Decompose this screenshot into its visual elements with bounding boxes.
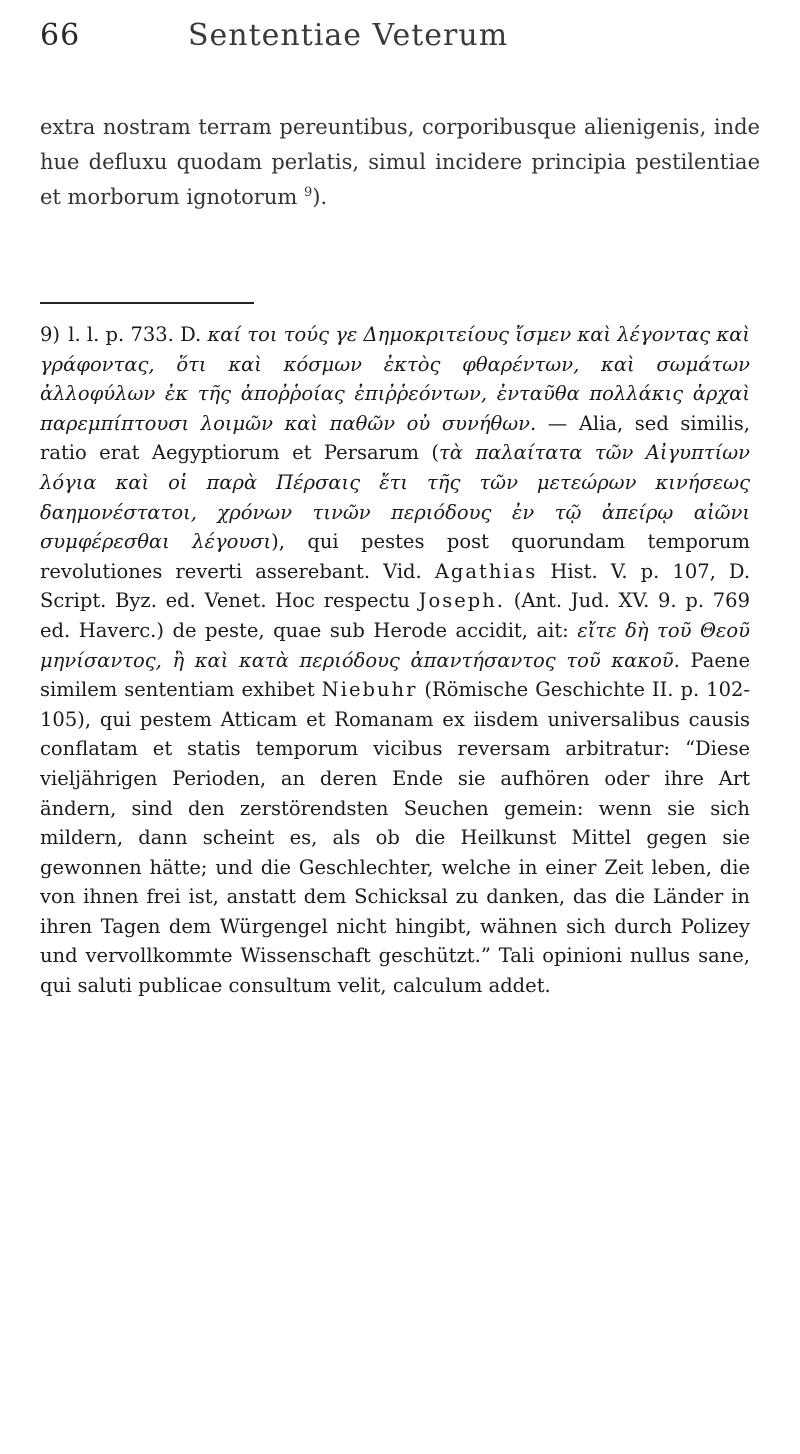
author-joseph: Joseph. — [418, 589, 505, 613]
german-quote: “Diese vieljährigen Perioden, an deren Ende sie aufhören oder ihre Art ändern, sind den zerstörendsten Seuchen gemein: wenn sie sich mildern, dann scheint es, als ob die Heilkunst Mittel gegen sie gewonnen hätte; und die Geschlechter, welche in einer Zeit leben, die von ihnen frei ist, anstatt dem Schicksal zu danken, das die Länder in ihren Tagen dem Würgengel nicht hingibt, wähnen sich durch Polizey und vervollkommte Wissenschaft geschützt.” — [40, 737, 750, 968]
greek-quote-aegyptians: τὰ παλαίτατα τῶν Αἰγυπτίων λόγια καὶ οἱ παρὰ Πέρσαις ἔτι τῆς τῶν μετεώρων κινήσεως δαημονέστατοι, χρόνων τινῶν περιόδους ἐν τῷ ἀπείρῳ αἰῶνι συμφέρεσθαι λέγουσι — [40, 441, 750, 554]
footnote-text-5: Paene similem sententiam exhibet — [40, 648, 750, 702]
page-number: 66 — [40, 18, 81, 53]
main-paragraph-end: ). — [312, 185, 328, 209]
footnote-divider — [40, 302, 254, 304]
footnote-text-6: (Römische Geschichte II. p. 102-105), qui pestem Atticam et Romanam ex iisdem universalibus causis conflatam et statis temporum vicibus reversam arbitratur: — [40, 678, 750, 761]
footnote-text-7: Tali opinioni nullus sane, qui saluti publicae consultum velit, calculum addet. — [40, 944, 750, 998]
main-paragraph-text: extra nostram terram pereuntibus, corporibusque alienigenis, inde hue defluxu quodam perlatis, simul incidere principia pestilentiae et morborum ignotorum — [40, 115, 760, 209]
greek-quote-joseph: εἴτε δὴ τοῦ Θεοῦ μηνίσαντος, ἢ καὶ κατὰ περιόδους ἀπαντήσαντος τοῦ κακοῦ. — [40, 618, 750, 672]
author-niebuhr: Niebuhr — [321, 678, 418, 702]
footnote-text-4: (Ant. Jud. XV. 9. p. 769 ed. Haverc.) de peste, quae sub Herode accidit, ait: — [40, 589, 750, 642]
page-header — [40, 18, 780, 62]
footnote-text-1: — Alia, sed similis, ratio erat Aegyptiorum et Persarum ( — [40, 411, 750, 465]
running-title: Sententiae Veterum — [188, 18, 509, 53]
footnote — [40, 320, 750, 1001]
footnote-text-3: Hist. V. p. 107, D. Script. Byz. ed. Venet. Hoc respectu — [40, 559, 751, 613]
footnote-text-2: ), qui pestes post quorundam temporum revolutiones reverti asserebant. Vid. — [40, 530, 750, 583]
footnote-reference: 9 — [303, 185, 313, 200]
author-agathias: Agathias — [434, 559, 538, 583]
main-text — [40, 110, 760, 215]
footnote-citation: l. l. p. 733. D. — [68, 323, 202, 346]
greek-quote-democritus: καί τοι τούς γε Δημοκριτείους ἴσμεν καὶ λέγοντας καὶ γράφοντας, ὅτι καὶ κόσμων ἐκτὸς φθαρέντων, καὶ σωμάτων ἀλλοφύλων ἐκ τῆς ἀποῤῥοίας ἐπιῤῥεόντων, ἐνταῦθα πολλάκις ἀρχαὶ παρεμπίπτουσι λοιμῶν καὶ παθῶν οὐ συνήθων. — [40, 323, 751, 435]
footnote-paragraph — [40, 320, 750, 1001]
footnote-mark: 9) — [40, 323, 61, 346]
main-paragraph — [40, 110, 760, 215]
